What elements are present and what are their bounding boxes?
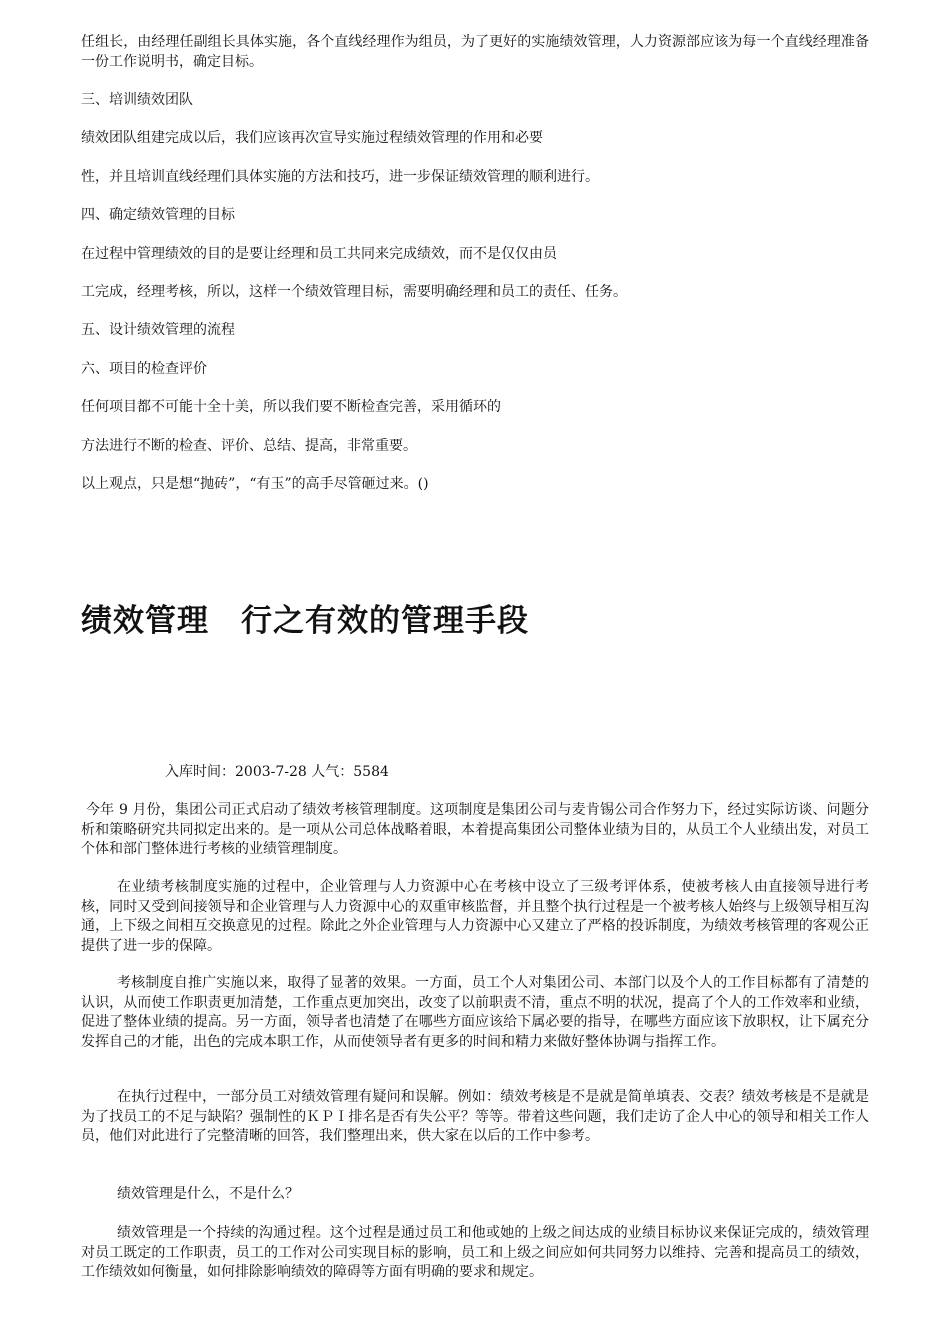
section-4-line-2: 工完成，经理考核，所以，这样一个绩效管理目标，需要明确经理和员工的责任、任务。 — [81, 284, 627, 300]
article-paragraph: 绩效管理是一个持续的沟通过程。这个过程是通过员工和他或她的上级之间达成的业绩目标协议来保证完成的，绩效管理对员工既定的工作职责，员工的工作对公司实现目标的影响，员工和上级之间应如何共同努力以维持、完善和提高员工的绩效，工作绩效如何衡量，如何排除影响绩效的障碍等方面有明确的要求和规定。 — [81, 1225, 869, 1280]
article-paragraph: 考核制度自推广实施以来，取得了显著的效果。一方面，员工个人对集团公司、本部门以及个人的工作目标都有了清楚的认识，从而使工作职责更加清楚，工作重点更加突出，改变了以前职责不清，重点不明的状况，提高了个人的工作效率和业绩，促进了整体业绩的提高。另一方面，领导者也清楚了在哪些方面应该给下属必要的指导，在哪些方面应该下放职权，让下属充分发挥自己的才能，出色的完成本职工作，从而使领导者有更多的时间和精力来做好整体协调与指挥工作。 — [81, 975, 869, 1050]
section-4-line-1: 在过程中管理绩效的目的是要让经理和员工共同来完成绩效，而不是仅仅由员 — [81, 246, 557, 262]
article-paragraph: 在执行过程中，一部分员工对绩效管理有疑问和误解。例如：绩效考核是不是就是简单填表、交表？绩效考核是不是就是为了找员工的不足与缺陷？强制性的ＫＰＩ排名是否有失公平？等等。带着这些问题，我们走访了企人中心的领导和相关工作人员，他们对此进行了完整清晰的回答，我们整理出来，供大家在以后的工作中参考。 — [81, 1089, 869, 1144]
article-subheading: 绩效管理是什么，不是什么？ — [117, 1186, 299, 1202]
intro-paragraph: 任组长，由经理任副组长具体实施，各个直线经理作为组员，为了更好的实施绩效管理，人力资源部应该为每一个直线经理准备一份工作说明书，确定目标。 — [81, 34, 869, 70]
section-3-line-1: 绩效团队组建完成以后，我们应该再次宣导实施过程绩效管理的作用和必要 — [81, 130, 543, 146]
article-title: 绩效管理 行之有效的管理手段 — [81, 603, 529, 639]
article-paragraph: 在业绩考核制度实施的过程中，企业管理与人力资源中心在考核中设立了三级考评体系，使被考核人由直接领导进行考核，同时又受到间接领导和企业管理与人力资源中心的双重审核监督，并且整个执行过程是一个被考核人始终与上级领导相互沟通，上下级之间相互交换意见的过程。除此之外企业管理与人力资源中心又建立了严格的投诉制度，为绩效考核管理的客观公正提供了进一步的保障。 — [81, 879, 869, 954]
article-meta: 入库时间：2003-7-28 人气：5584 — [165, 764, 389, 780]
section-6-line-1: 任何项目都不可能十全十美，所以我们要不断检查完善，采用循环的 — [81, 399, 501, 415]
closing-remark: 以上观点，只是想“抛砖”，“有玉”的高手尽管砸过来。() — [81, 476, 429, 492]
section-3-line-2: 性，并且培训直线经理们具体实施的方法和技巧，进一步保证绩效管理的顺利进行。 — [81, 169, 599, 185]
section-heading-3: 三、培训绩效团队 — [81, 92, 193, 108]
section-6-line-2: 方法进行不断的检查、评价、总结、提高，非常重要。 — [81, 438, 417, 454]
section-heading-5: 五、设计绩效管理的流程 — [81, 322, 235, 338]
article-paragraph: 今年 9 月份，集团公司正式启动了绩效考核管理制度。这项制度是集团公司与麦肯锡公司合作努力下，经过实际访谈、问题分析和策略研究共同拟定出来的。是一项从公司总体战略着眼，本着提高集团公司整体业绩为目的，从员工个人业绩出发，对员工个体和部门整体进行考核的业绩管理制度。 — [81, 802, 869, 857]
section-heading-6: 六、项目的检查评价 — [81, 361, 207, 377]
section-heading-4: 四、确定绩效管理的目标 — [81, 207, 235, 223]
